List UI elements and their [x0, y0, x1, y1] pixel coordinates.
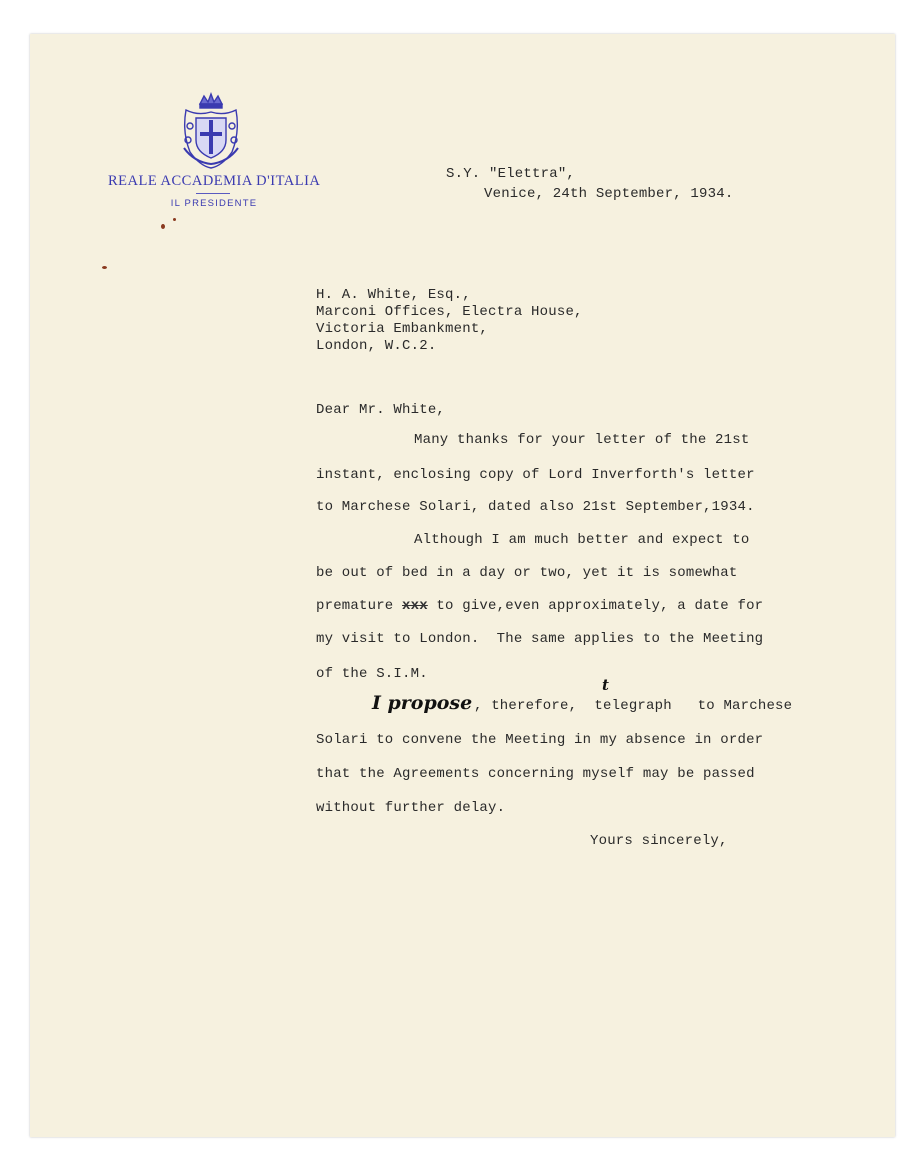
paragraph-1-line-1: Many thanks for your letter of the 21st: [414, 432, 750, 448]
letterhead-office: IL PRESIDENTE: [170, 198, 258, 209]
paragraph-3-line-4: without further delay.: [316, 800, 506, 816]
closing: Yours sincerely,: [590, 833, 728, 849]
paragraph-1-line-3: to Marchese Solari, dated also 21st September,1934.: [316, 499, 755, 515]
recipient-line-1: H. A. White, Esq.,: [316, 287, 471, 303]
paragraph-2-line-1: Although I am much better and expect to: [414, 532, 750, 548]
letterhead-divider: [196, 193, 230, 194]
letterhead-institution: REALE ACCADEMIA D'ITALIA: [108, 173, 321, 189]
salutation: Dear Mr. White,: [316, 402, 446, 418]
royal-crest-icon: [178, 92, 244, 170]
ink-speck: [161, 224, 165, 229]
paragraph-2-line-5: of the S.I.M.: [316, 666, 428, 682]
paragraph-2-line-3: [316, 598, 763, 614]
ink-speck: [102, 266, 107, 269]
paragraph-2-line-4: my visit to London. The same applies to the Meeting: [316, 631, 764, 647]
paragraph-3-line-1: , therefore, telegraph to Marchese: [474, 698, 793, 714]
paragraph-1-line-2: instant, enclosing copy of Lord Inverforth's letter: [316, 467, 755, 483]
ink-speck: [173, 218, 176, 221]
line-3-end: to give,even approximately, a date for: [427, 598, 764, 614]
recipient-line-3: Victoria Embankment,: [316, 321, 489, 337]
sender-address-line-2: Venice, 24th September, 1934.: [484, 186, 734, 202]
line-3-start: premature: [316, 598, 403, 614]
paragraph-3-line-2: Solari to convene the Meeting in my absence in order: [316, 732, 764, 748]
struck-out-text: xxx: [402, 598, 428, 614]
sender-address-line-1: S.Y. "Elettra",: [446, 166, 576, 182]
handwritten-caret-insert: t: [602, 676, 609, 694]
paragraph-3-line-3: that the Agreements concerning myself may be passed: [316, 766, 755, 782]
handwritten-insert: I propose: [372, 692, 473, 714]
recipient-line-2: Marconi Offices, Electra House,: [316, 304, 583, 320]
paragraph-2-line-2: be out of bed in a day or two, yet it is somewhat: [316, 565, 738, 581]
recipient-line-4: London, W.C.2.: [316, 338, 437, 354]
